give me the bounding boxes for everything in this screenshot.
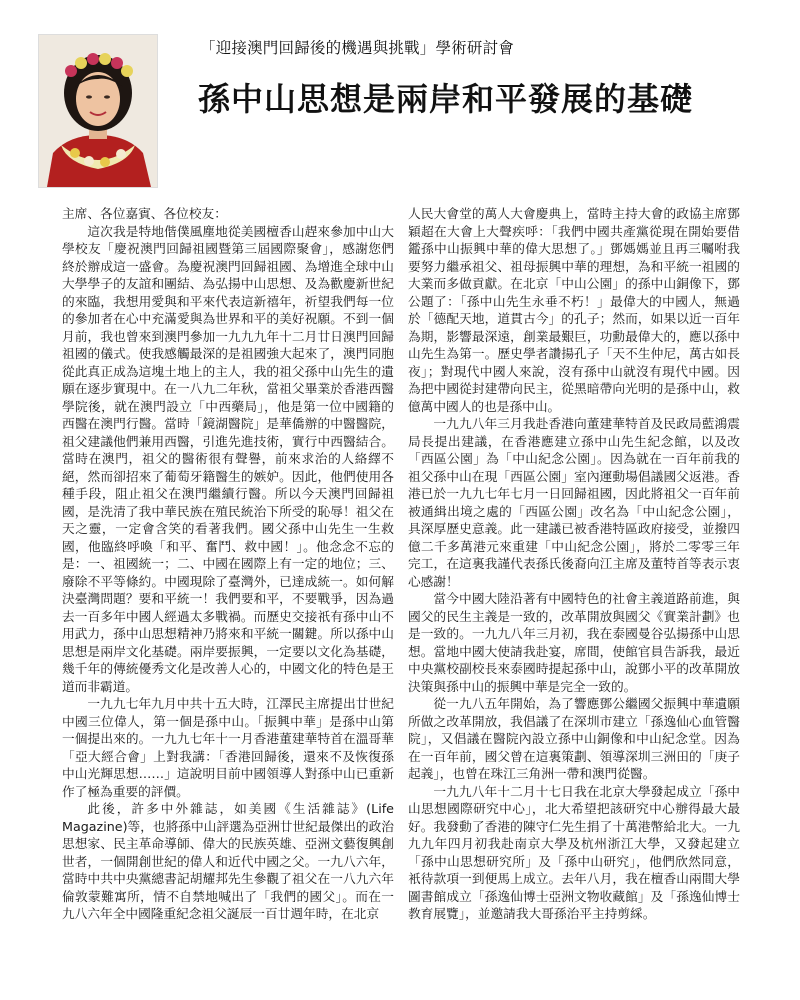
paragraph: 人民大會堂的萬人大會慶典上，當時主持大會的政協主席鄧穎超在大會上大聲疾呼：「我們中國共產黨從現在開始要借鑑孫中山振興中華的偉大思想了。」鄧媽媽並且再三囑咐我要努力繼承祖父、祖母振興中華的理想，為和平統一祖國的大業而多做貢獻。在北京「中山公園」的孫中山銅像下，鄧公題了：「孫中山先生永垂不朽！」最偉大的中國人，無過於「德配天地，道貫古今」的孔子；然而，如果以近一百年為期，影響最深遠，創業最艱巨，功勳最偉大的，應以孫中山先生為第一。歷史學者讚揚孔子「天不生仲尼，萬古如長夜」；對現代中國人來說，沒有孫中山就沒有現代中國。因為把中國從封建帶向民主，從黑暗帶向光明的是孫中山，救億萬中國人的也是孫中山。 [408,206,740,414]
paragraph: 一九九八年三月我赴香港向董建華特首及民政局藍鴻震局長提出建議，在香港應建立孫中山先生紀念館，以及改「西區公園」為「中山紀念公園」。因為就在一百年前我的祖父孫中山在現「西區公園」室內運動場倡議國父返港。香港已於一九九七年七月一日回歸祖國，因此將祖父一百年前被通緝出境之處的「西區公園」改名為「中山紀念公園」，具深厚歷史意義。此一建議已被香港特區政府接受，並撥四億二千多萬港元來重建「中山紀念公園」，將於二零零三年完工，在這裏我謹代表孫氏後裔向江主席及董特首等表示衷心感謝！ [408,416,740,589]
paragraph: 一九九八年十二月十七日我在北京大學發起成立「孫中山思想國際研究中心」，北大希望把該研究中心辦得最大最好。我發動了香港的陳守仁先生捐了十萬港幣給北大。一九九九年四月初我赴南京大學及杭州浙江大學，又發起建立「孫中山思想研究所」及「孫中山研究」，他們欣然同意，衹待款項一到便馬上成立。去年八月，我在檀香山兩間大學圖書館成立「孫逸仙博士亞洲文物收藏館」及「孫逸仙博士教育展覽」，並邀請我大哥孫治平主持剪綵。 [408,783,740,921]
right-column [408,205,740,923]
article-title: 孫中山思想是兩岸和平發展的基礎 [198,80,694,118]
paragraph: 從一九八五年開始，為了響應鄧公繼國父振興中華遺願所做之改革開放，我倡議了在深圳市建立「孫逸仙心血管醫院」，又倡議在醫院內設立孫中山銅像和中山紀念堂。因為在一百年前，國父曾在這裏策劃、領導深圳三洲田的「庚子起義」，也曾在珠江三角洲一帶和澳門從醫。 [408,696,740,781]
portrait-image [39,35,157,187]
paragraph: 一九九七年九月中共十五大時，江澤民主席提出廿世紀中國三位偉人，第一個是孫中山。「振興中華」是孫中山第一個提出來的。一九九七年十一月香港董建華特首在溫哥華「亞大經合會」上對我講：「香港回歸後，還來不及恢復孫中山光輝思想……」這說明目前中國領導人對孫中山已重新作了極為重要的評價。 [62,696,394,799]
conference-subtitle: 「迎接澳門回歸後的機遇與挑戰」學術研討會 [200,39,515,57]
salutation: 主席、各位嘉賓、各位校友： [62,206,227,221]
left-column [62,205,394,923]
paragraph: 此後，許多中外雜誌，如美國《生活雜誌》(Life Magazine)等，也將孫中山評選為亞洲廿世紀最傑出的政治思想家、民主革命導師、偉大的民族英雄、亞洲文藝復興創世者，一個開創世紀的偉人和近代中國之父。一九八六年，當時中共中央黨總書記胡耀邦先生參觀了祖父在一八九六年倫敦蒙難寓所，情不自禁地喊出了「我們的國父」。而在一九八六年全中國隆重紀念祖父誕辰一百廿週年時，在北京 [62,801,394,921]
author-photo [38,34,158,188]
paragraph: 這次我是特地偕僕風塵地從美國檀香山趕來參加中山大學校友「慶祝澳門回歸祖國暨第三屆國際聚會」，感謝您們終於辦成這一盛會。為慶祝澳門回歸祖國、為增進全球中山大學學子的友誼和團結、為弘揚中山思想、及為歡慶新世紀的來臨，我想用愛與和平來代表這新禧年，祈望我們每一位的參加者在心中充滿愛與為世界和平的美好祝願。不到一個月前，我也曾來到澳門參加一九九九年十二月廿日澳門回歸祖國的儀式。使我感觸最深的是祖國強大起來了，澳門同胞從此真正成為這塊土地上的主人，我的祖父孫中山先生的遺願在逐步實現中。在一八九二年秋，當祖父畢業於香港西醫學院後，就在澳門設立「中西藥局」，他是第一位中國籍的西醫在澳門行醫。當時「鏡湖醫院」是華僑辦的中醫醫院，祖父建議他們兼用西醫，引進先進技術，實行中西醫結合。當時在澳門，祖父的醫術很有聲譽，前來求治的人絡繹不絕，然而卻招來了葡萄牙籍醫生的嫉妒。因此，他們使用各種手段，阻止祖父在澳門繼續行醫。所以今天澳門回歸祖國，是洗清了我中華民族在殖民統治下所受的恥辱！祖父在天之靈，一定會含笑的看著我們。國父孫中山先生一生救國，他臨終呼喚「和平、奮鬥、救中國！」。他念念不忘的是：一、祖國統一；二、中國在國際上有一定的地位；三、廢除不平等條約。中國現除了臺灣外，已達成統一。如何解決臺灣問題？要和平統一！我們要和平，不要戰爭，因為過去一百多年中國人經過太多戰禍。而歷史交接祇有孫中山不用武力，孫中山思想精神乃將來和平統一關鍵。所以孫中山思想是兩岸文化基礎。兩岸要振興，一定要以文化為基礎，幾千年的傳統優秀文化是改善人心的，中國文化的特色是王道而非霸道。 [62,223,394,694]
paragraph: 當今中國大陸沿著有中國特色的社會主義道路前進，與國父的民生主義是一致的，改革開放與國父《實業計劃》也是一致的。一九九八年三月初，我在泰國曼谷弘揚孫中山思想。當地中國大使請我赴宴，席間，使館官員告訴我，最近中央黨校副校長來泰國時提起孫中山，說鄧小平的改革開放決策與孫中山的振興中華是完全一致的。 [408,591,740,694]
